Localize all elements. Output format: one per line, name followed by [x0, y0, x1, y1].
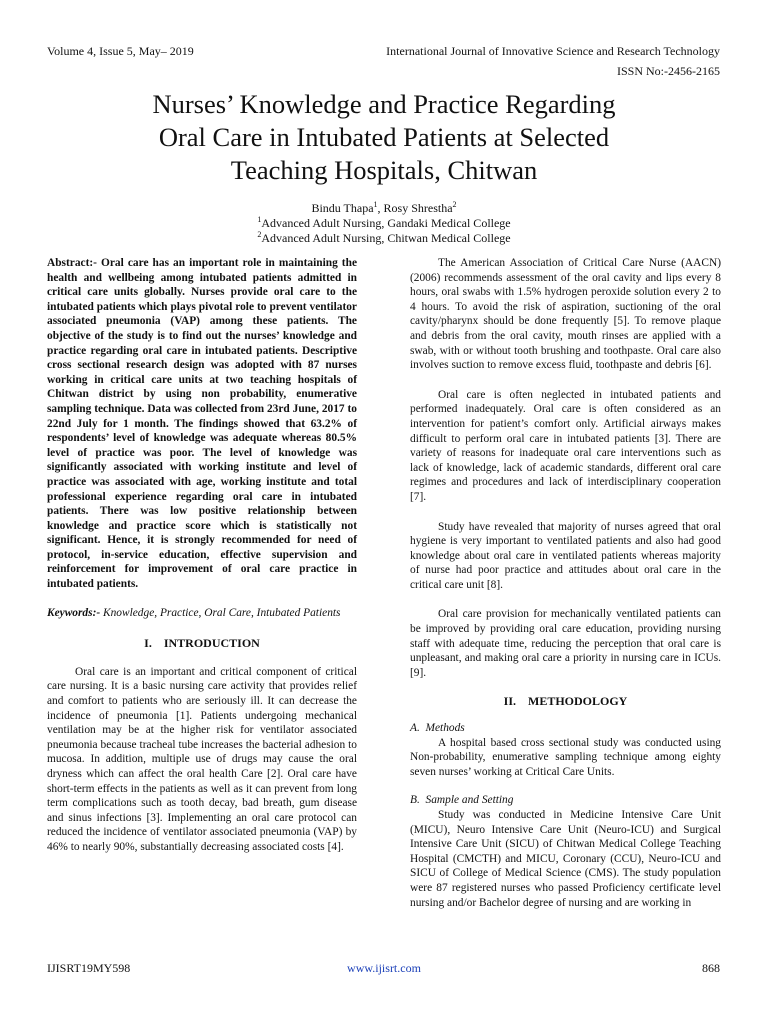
methods-paragraph: A hospital based cross sectional study was conducted using Non-probability, enumerative sampling technique among eighty seven nurses’ working at Critical Care Units. — [410, 736, 721, 778]
author-name: Rosy Shrestha — [383, 201, 453, 215]
author-separator: , — [377, 201, 384, 215]
paper-title-line-2: Oral Care in Intubated Patients at Selected — [158, 122, 610, 152]
sample-setting-paragraph: Study was conducted in Medicine Intensive Care Unit (MICU), Neuro Intensive Care Unit (Neuro-ICU) and Surgical Intensive Care Unit (SICU) of Chitwan Medical College Teaching Hospital (CMCTH) and MICU, Coronary (CCU), Neuro-ICU and SICU of College of Medical Science (CMS). The study population were 87 registered nurses who passed Proficiency certificate level nursing and/or Bachelor degree of nursing and are working in — [410, 809, 721, 909]
subsection-heading-methods: A. Methods — [410, 722, 465, 735]
section-heading-introduction: I. INTRODUCTION — [144, 636, 260, 651]
introduction-paragraph: Oral care is an important and critical component of critical care nursing. It is a basic nursing care activity that provides relief and comfort to patients who are seriously ill. It can decrease the incidence of pneumonia [1]. Patients undergoing mechanical ventilation may be at the higher risk for ventilator associated pneumonia because tracheal tube increases the bacterial adhesion to mucosa. In addition, multiple use of drugs may cause the oral dryness which can affect the oral health Care [2]. Oral care have short-term effects in the patients as well as it can prevent from long term complications such as tooth decay, bad breath, gum disease and sinus infections [3]. Implementing an oral care protocol can reduced the incidence of ventilator associated pneumonia (VAP) by 46% to nearly 90%, substantially decreasing associated costs [4]. — [47, 665, 357, 853]
right-column — [410, 256, 721, 910]
affiliation-superscript: 1 — [257, 215, 262, 224]
affiliation-2 — [0, 228, 768, 246]
affiliation-superscript: 2 — [257, 230, 262, 239]
article-code: IJISRT19MY598 — [47, 961, 131, 975]
affiliation-text: Advanced Adult Nursing, Gandaki Medical College — [261, 216, 511, 230]
paragraph: The American Association of Critical Care Nurse (AACN) (2006) recommends assessment of the oral cavity and lips every 8 hours, oral swabs with 1.5% hydrogen peroxide solution every 2 to 4 hours. To avoid the risk of aspiration, suctioning of the oral cavity/pharynx should be done frequently [5]. To remove plaque and debris from the oral cavity, mouth rinses are applied with a swab, with or without tooth brushing and toothpaste. Oral care also involves suction to remove excess fluid, toothpaste and debris [6]. — [410, 257, 721, 372]
author-superscript: 2 — [452, 200, 457, 209]
author-superscript: 1 — [373, 200, 378, 209]
section-heading-methodology: II. METHODOLOGY — [503, 694, 628, 709]
journal-name: International Journal of Innovative Science and Research Technology — [386, 44, 720, 58]
keywords-list: Knowledge, Practice, Oral Care, Intubated Patients — [100, 606, 341, 619]
left-column — [47, 256, 357, 855]
keywords-label: Keywords:- — [47, 606, 101, 619]
subsection-heading-sample-setting: B. Sample and Setting — [410, 794, 514, 807]
paragraph: Study have revealed that majority of nurses agreed that oral hygiene is very important to ventilated patients and also had good knowledge about oral care in ventilated patients whereas majority of nurse had poor practice and attitudes about oral care in the critical care unit [8]. — [410, 520, 721, 591]
author-name: Bindu Thapa — [311, 201, 374, 215]
paragraph: Oral care provision for mechanically ventilated patients can be improved by providing oral care education, providing nursing staff with adequate time, reducing the perception that oral care is unpleasant, and making oral care a priority in nursing care in ICUs. [9]. — [410, 608, 721, 679]
paper-title-line-3: Teaching Hospitals, Chitwan — [230, 155, 538, 185]
issn: ISSN No:-2456-2165 — [616, 64, 720, 78]
abstract: Abstract:- Oral care has an important role in maintaining the health and wellbeing among intubated patients admitted in critical care units globally. Nurses provide oral care to the intubated patients which plays pivotal role to prevent ventilator associated pneumonia (VAP) among these patients. The objective of the study is to find out the nurses’ knowledge and practice regarding oral care in intubated patients. Descriptive cross sectional research design was adopted with 87 nurses working in critical care units at two teaching hospitals of Chitwan district by using non probability, enumerative sampling technique. Data was collected from 23rd June, 2017 to 22nd July for 1 month. The findings showed that 63.2% of respondents’ level of knowledge was adequate whereas 80.5% level of practice was poor. The level of knowledge was significantly associated with working institute and level of practice was associated with age, working institute and total professional experience regarding oral care in intubated patients. There was low positive relationship between knowledge and practice score which is statistically not significant. Hence, it is strongly recommended for need of protocol, in-service education, effective supervision and reinforcement for improvement of oral care practice in intubated patients. — [47, 257, 357, 591]
journal-website-link[interactable]: www.ijisrt.com — [347, 961, 421, 975]
keywords — [47, 606, 357, 621]
paragraph: Oral care is often neglected in intubated patients and performed inadequately. Oral care is often considered as an intervention for patient’s comfort only. Artificial airways makes difficult to perform oral care in intubated patients [3]. There are variety of reasons for inadequate oral care interventions such as lack of knowledge, lack of academic standards, different oral care regimes and procedures and lack of interdisciplinary cooperation [7]. — [410, 388, 721, 503]
page-number: 868 — [702, 961, 720, 975]
volume-issue: Volume 4, Issue 5, May– 2019 — [47, 44, 194, 58]
affiliation-text: Advanced Adult Nursing, Chitwan Medical College — [261, 231, 511, 245]
paper-title-line-1: Nurses’ Knowledge and Practice Regarding — [152, 89, 616, 119]
